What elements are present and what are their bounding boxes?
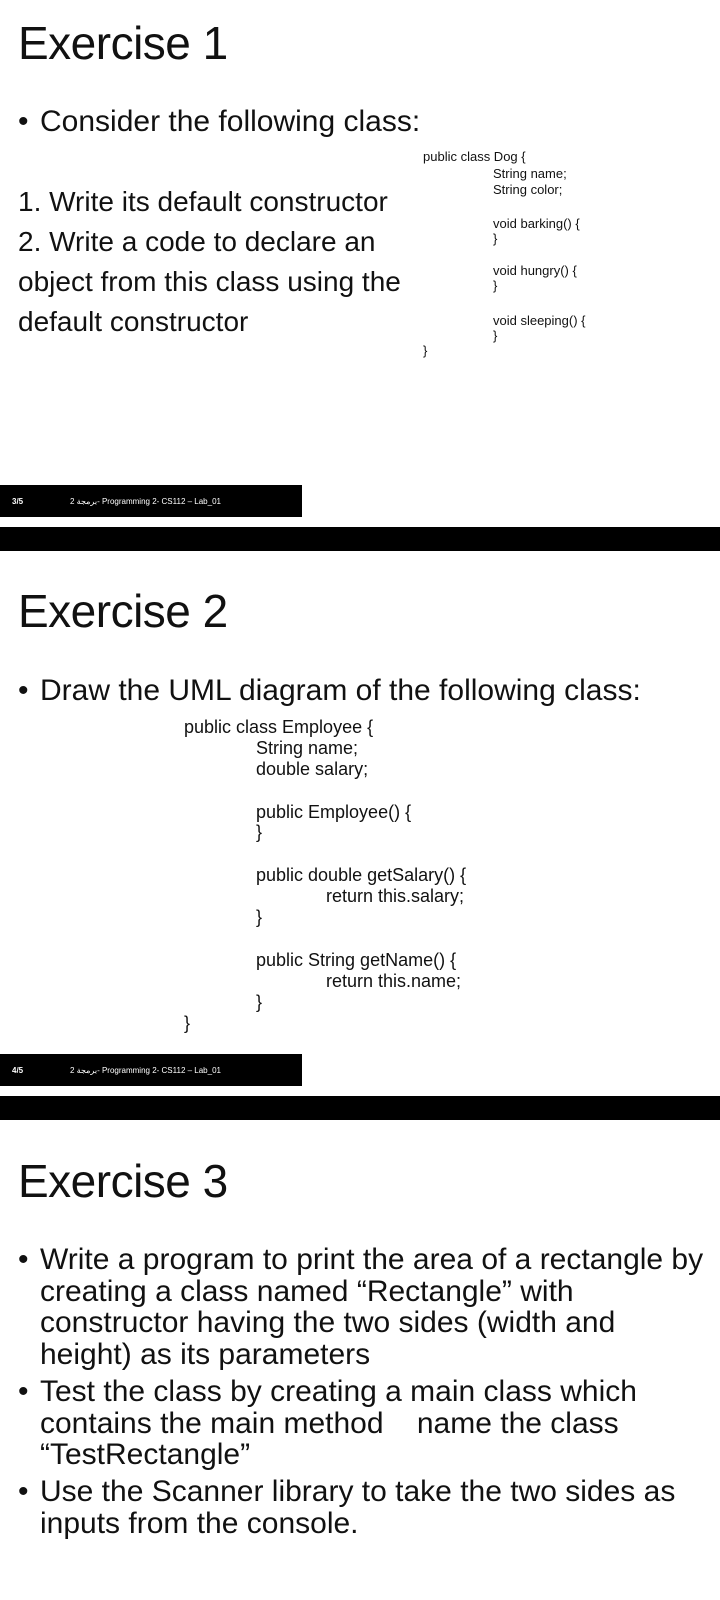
numbered-item: 2. Write a code to declare an bbox=[18, 226, 376, 257]
code-line: } bbox=[256, 822, 263, 842]
slide-exercise-3 bbox=[0, 1120, 720, 1600]
page-number: 4/5 bbox=[12, 1065, 24, 1075]
code-line: double salary; bbox=[256, 759, 369, 779]
course-label: 2 برمجة- Programming 2- CS112 – Lab_01 bbox=[70, 496, 221, 506]
bullet-icon: • bbox=[18, 1475, 29, 1508]
code-line: String name; bbox=[256, 738, 359, 758]
numbered-item: 1. Write its default constructor bbox=[18, 186, 388, 217]
page-number: 3/5 bbox=[12, 496, 24, 506]
bullet-icon: • bbox=[18, 1375, 29, 1408]
code-line: String name; bbox=[493, 166, 567, 181]
bullet-item: • Consider the following class: bbox=[18, 105, 421, 138]
slide-divider bbox=[0, 527, 720, 551]
bullet-item: • Write a program to print the area of a rectangle by creating a class named “Rectangle” with constructor having the two sides (width and height) as its parameters bbox=[18, 1243, 704, 1371]
list-continuation: default constructor bbox=[18, 306, 249, 337]
code-line: public double getSalary() { bbox=[256, 865, 467, 885]
slide-footer bbox=[0, 485, 302, 517]
course-label: 2 برمجة- Programming 2- CS112 – Lab_01 bbox=[70, 1065, 221, 1075]
code-line: return this.salary; bbox=[326, 886, 465, 906]
code-line: public Employee() { bbox=[256, 802, 412, 822]
code-line: } bbox=[493, 231, 498, 246]
code-line: } bbox=[256, 907, 263, 927]
slide-exercise-2 bbox=[0, 551, 720, 1096]
code-line: void hungry() { bbox=[493, 263, 577, 278]
code-line: public class Employee { bbox=[184, 717, 374, 737]
code-line: } bbox=[256, 992, 263, 1012]
code-line: void sleeping() { bbox=[493, 313, 586, 328]
slide-divider bbox=[0, 1096, 720, 1120]
slide-exercise-1 bbox=[0, 0, 720, 527]
code-line: void barking() { bbox=[493, 216, 580, 231]
code-line: public String getName() { bbox=[256, 950, 457, 970]
bullet-icon: • bbox=[18, 1243, 29, 1276]
bullet-item: • Use the Scanner library to take the two sides as inputs from the console. bbox=[18, 1475, 676, 1540]
slide-title: Exercise 2 bbox=[18, 585, 228, 637]
code-line: } bbox=[184, 1013, 191, 1033]
slide-footer bbox=[0, 1054, 302, 1086]
bullet-icon: • bbox=[18, 674, 29, 707]
slide-title: Exercise 1 bbox=[18, 17, 228, 69]
code-line: } bbox=[493, 278, 498, 293]
bullet-item: • Draw the UML diagram of the following class: bbox=[18, 674, 641, 707]
code-line: String color; bbox=[493, 182, 563, 197]
list-continuation: object from this class using the bbox=[18, 266, 401, 297]
code-line: } bbox=[423, 343, 428, 358]
code-line: public class Dog { bbox=[423, 149, 526, 164]
code-line: } bbox=[493, 328, 498, 343]
code-line: return this.name; bbox=[326, 971, 462, 991]
bullet-icon: • bbox=[18, 105, 29, 138]
slide-title: Exercise 3 bbox=[18, 1155, 228, 1207]
bullet-item: • Test the class by creating a main class which contains the main method name the class “TestRectangle” bbox=[18, 1375, 637, 1471]
